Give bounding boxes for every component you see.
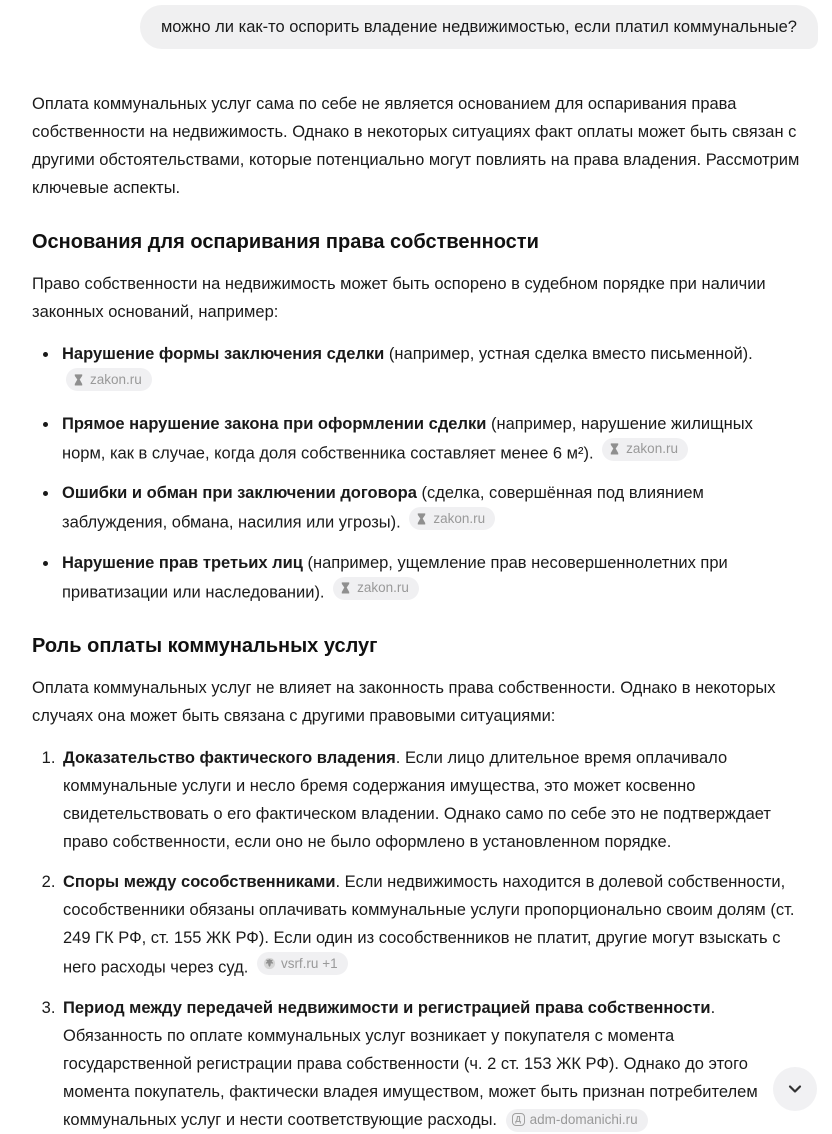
item-title: Нарушение формы заключения сделки [62, 345, 385, 363]
vsrf-ru-favicon-icon [263, 957, 276, 970]
section-lead-grounds: Право собственности на недвижимость может быть оспорено в судебном порядке при наличии законных оснований, например: [32, 275, 766, 321]
list-item [60, 744, 800, 856]
item-text: . Обязанность по оплате коммунальных услуг возникает у покупателя с момента государственной регистрации права собственности (ч. 2 ст. 153 ЖК РФ). Однако до этого момента покупатель, фактически владея имуществом, может быть признан потребителем коммунальных услуг и нести соответствующие расходы. [63, 998, 758, 1129]
list-item [59, 549, 800, 607]
intro-paragraph: Оплата коммунальных услуг сама по себе не является основанием для оспаривания права собственности на недвижимость. Однако в некоторых ситуациях факт оплаты может быть связан с другими обстоятельствами, которые потенциально могут повлиять на права владения. Рассмотрим ключевые аспекты. [32, 95, 800, 197]
source-label: zakon.ru [433, 510, 486, 526]
zakon-ru-favicon-icon [608, 442, 621, 455]
source-badge-zakon[interactable] [333, 577, 419, 600]
item-text: (например, ущемление прав несовершеннолетних при приватизации или наследовании). [62, 553, 728, 601]
item-text: (например, нарушение жилищных норм, как в случае, когда доля собственника составляет менее 6 м²). [62, 414, 753, 462]
section-lead-utilities-role: Оплата коммунальных услуг не влияет на законность права собственности. Однако в некоторых случаях она может быть связана с другими правовыми ситуациями: [32, 679, 776, 725]
zakon-ru-favicon-icon [339, 581, 352, 594]
item-title: Прямое нарушение закона при оформлении сделки [62, 414, 487, 433]
scroll-down-button[interactable] [773, 1067, 817, 1111]
source-label: zakon.ru [626, 441, 678, 456]
user-message-bubble: можно ли как-то оспорить владение недвижимостью, если платил коммунальные? [140, 5, 818, 49]
item-title: Споры между сособственниками [63, 873, 336, 891]
item-title: Доказательство фактического владения [63, 749, 396, 767]
user-message-row [0, 0, 832, 49]
grounds-bullet-list [32, 340, 800, 606]
adm-domanichi-favicon-icon: Д [512, 1113, 525, 1126]
section-heading-grounds: Основания для оспаривания права собственности [32, 231, 539, 253]
item-text: . Если лицо длительное время оплачивало коммунальные услуги и несло бремя содержания имущества, это может косвенно свидетельствовать о его фактическом владении. Однако само по себе это не подтверждает право собственности, если оно не было оформлено в установленном порядке. [63, 749, 771, 851]
item-text: . Если недвижимость находится в долевой собственности, сособственники обязаны оплачивать коммунальные услуги пропорционально своим долям (ст. 249 ГК РФ, ст. 155 ЖК РФ). Если один из сособственников не платит, другие могут взыскать с него расходы через суд. [63, 873, 795, 977]
source-label: vsrf.ru +1 [280, 955, 338, 971]
source-badge-zakon[interactable] [602, 438, 688, 461]
source-label: adm-domanichi.ru [529, 1112, 638, 1127]
assistant-answer [0, 90, 832, 1134]
list-item [59, 340, 800, 398]
source-label: zakon.ru [357, 580, 409, 595]
source-badge-zakon[interactable] [66, 368, 152, 391]
item-text: (например, устная сделка вместо письменной). [384, 345, 753, 363]
source-badge-adm-domanichi[interactable] [506, 1109, 648, 1132]
zakon-ru-favicon-icon [72, 373, 85, 386]
zakon-ru-favicon-icon [415, 512, 428, 525]
item-text: (сделка, совершённая под влиянием заблуждения, обмана, насилия или угрозы). [62, 484, 704, 532]
source-badge-vsrf[interactable] [257, 952, 348, 975]
source-badge-zakon[interactable] [409, 507, 495, 530]
chevron-down-icon [783, 1077, 807, 1101]
list-item [59, 479, 800, 537]
utilities-numbered-list [32, 744, 800, 1134]
item-title: Период между передачей недвижимости и регистрацией права собственности [63, 998, 711, 1017]
section-heading-utilities-role: Роль оплаты коммунальных услуг [32, 635, 378, 657]
source-label: zakon.ru [90, 371, 142, 387]
item-title: Ошибки и обман при заключении договора [62, 484, 417, 502]
list-item [60, 868, 800, 982]
list-item [59, 410, 800, 468]
item-title: Нарушение прав третьих лиц [62, 553, 303, 572]
